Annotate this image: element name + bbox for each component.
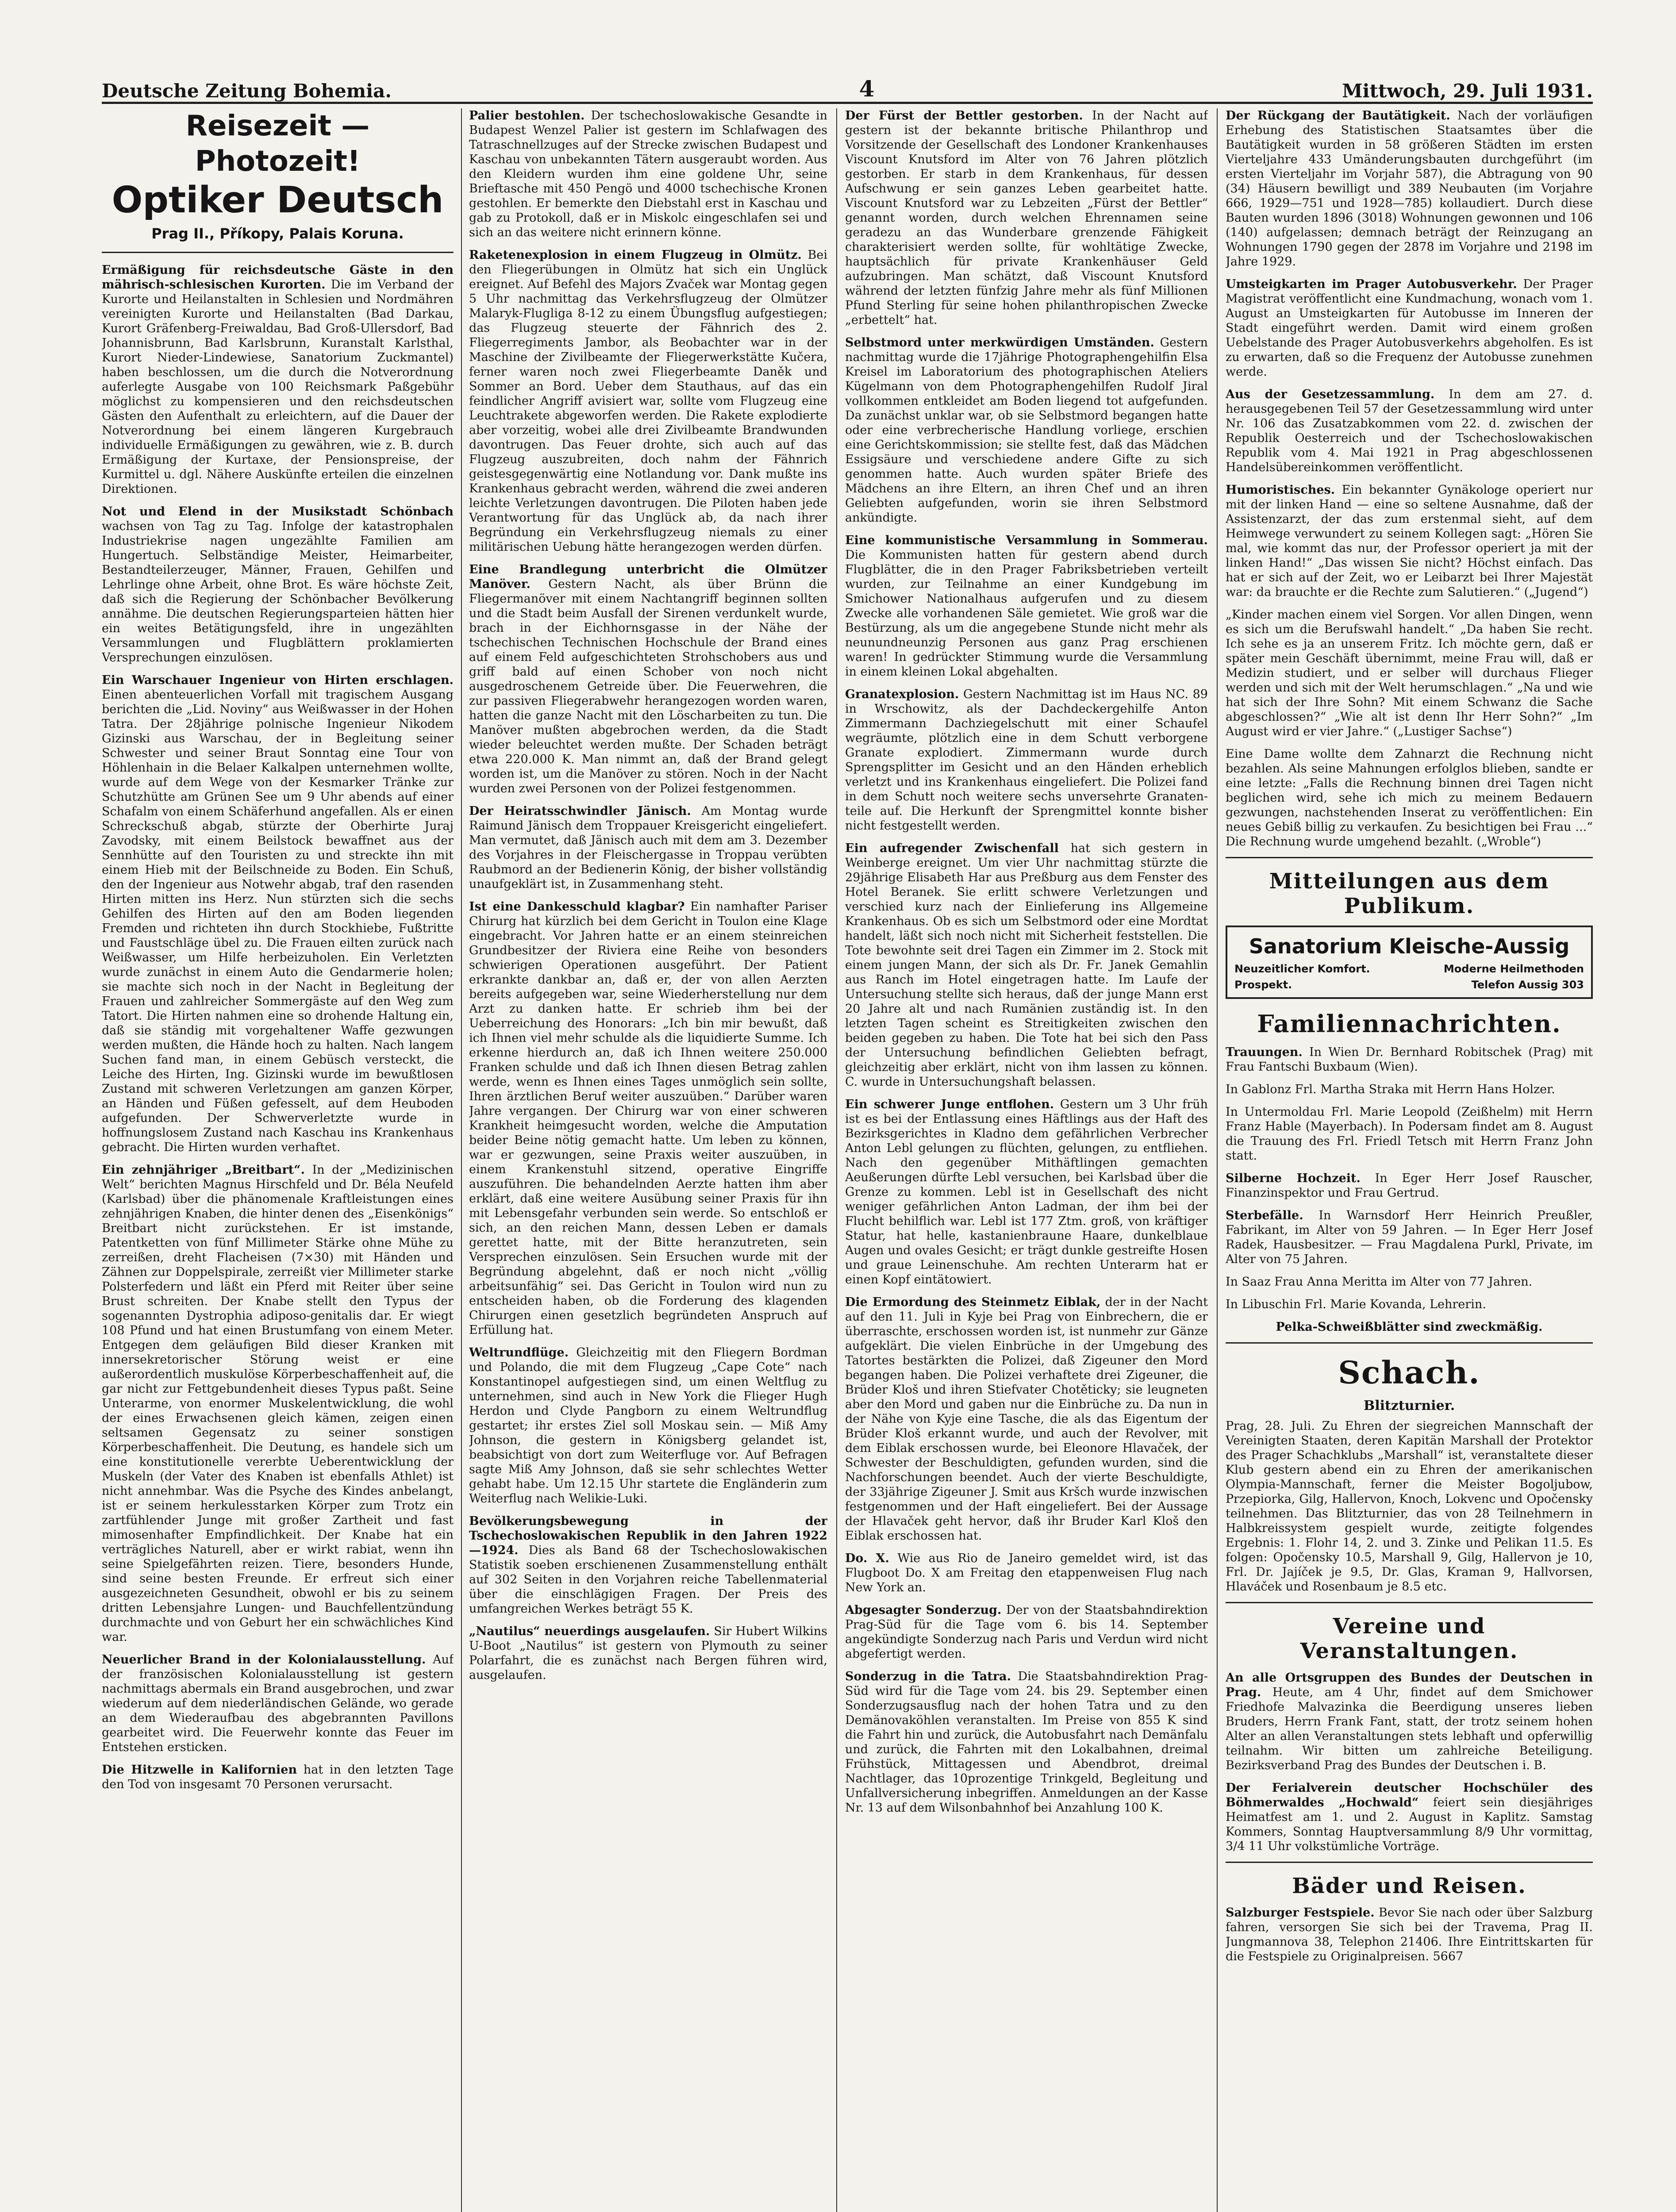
col2-articles (469, 108, 827, 1682)
article (845, 108, 1208, 327)
article (1226, 747, 1593, 849)
article-text: Auf der französischen Kolonialausstellung ist gestern nachmittags abermals ein Brand ausgebrochen, und zwar wiederum auf dem niederländischen Gelände, wo gerade an dem Wiederaufbau des abgebrannten Pavillons gearbeitet wird. Die Feuerwehr konnte das Feuer im Entstehen ersticken. (102, 1653, 454, 1754)
article (1226, 1045, 1593, 1074)
article-headline: Do. X. (845, 1551, 889, 1565)
article-text: Der tschechoslowakische Gesandte in Budapest Wenzel Palier ist gestern im Schlafwagen des Tatraschnellzuges auf der Strecke zwischen Budapest und Kaschau von unbekannten Tätern ausgeraubt worden. Aus den Kleidern wurden ihm eine goldene Uhr, seine Brieftasche mit 450 Pengö und 4000 tschechische Kronen gestohlen. Er bemerkte den Diebstahl erst in Kaschau und gab zu Protokoll, daß er in Miskolc eingeschlafen sei und sich an das weitere nicht erinnern könne. (469, 109, 827, 239)
pelka-notice: Pelka-Schweißblätter sind zweckmäßig. (1276, 1320, 1543, 1334)
col1-articles (102, 263, 454, 1792)
article (469, 562, 827, 796)
schach-subtitle: Blitzturnier. (1363, 1398, 1455, 1413)
article (1226, 1781, 1593, 1854)
article (102, 1763, 454, 1792)
article-text: In Saaz Frau Anna Meritta im Alter von 77 Jahren. (1226, 1275, 1533, 1289)
article-headline: Humoristisches. (1226, 483, 1335, 497)
article-text: In Untermoldau Frl. Marie Leopold (Zeißhelm) mit Herrn Franz Hable (Mayerbach). In Podersam findet am 8. August die Trauung des Frl. Friedl Tetsch mit Herrn Franz John statt. (1226, 1105, 1593, 1163)
article-text: Die im Verband der Kurorte und Heilanstalten in Schlesien und Nordmähren vereinigten Kurorte und Heilanstalten (Bad Darkau, Kurort Gräfenberg-Freiwaldau, Bad Groß-Ullersdorf, Bad Johannisbrunn, Bad Karlsbrunn, Kuranstalt Karlsthal, Kurort Nieder-Lindewiese, Sanatorium Zuckmantel) haben beschlossen, um die durch die Notverordnung auferlegte Ausgabe von 100 Reichsmark Paßgebühr möglichst zu kompensieren und den reichsdeutschen Gästen den Aufenthalt zu erleichtern, auf die Dauer der Notverordnung bei einem längeren Kurgebrauch individuelle Ermäßigungen zu gewähren, wie z. B. durch Ermäßigung der Kurtaxe, der Pensionspreise, der Kurmittel u. dgl. Nähere Auskünfte erteilen die einzelnen Direktionen. (102, 278, 454, 496)
article-headline: Der Rückgang der Bautätigkeit. (1226, 109, 1450, 123)
newspaper-name: Deutsche Zeitung Bohemia. (102, 80, 392, 102)
article-text: Die Staatsbahndirektion Prag-Süd wird für die Tage vom 24. bis 29. September einen Sonderzugsausflug nach der hohen Tatra und zu den Demänovaköhlen veranstalten. Im Preise von 855 K sind die Fahrt hin und zurück, die Autobusfahrt nach Demänfalu und zurück, die Fahrten mit den Lokalbahnen, dreimal Frühstück, Mittagessen und Abendbrot, dreimal Nachtlager, das 10prozentige Trinkgeld, Begleitung und Unfallversicherung inbegriffen. Anmeldungen an der Kasse Nr. 13 auf dem Wilsonbahnhof bei Anzahlung 100 K. (845, 1670, 1208, 1815)
section-rule (1226, 857, 1593, 858)
article-text: hat in den letzten Tage den Tod von insgesamt 70 Personen verursacht. (102, 1763, 454, 1791)
vereine-items (1226, 1671, 1593, 1854)
article-headline: Ein zehnjähriger „Breitbart“. (102, 1163, 305, 1177)
article-headline: Ein aufregender Zwischenfall (845, 841, 1059, 855)
schach-text: Prag, 28. Juli. Zu Ehren der siegreichen Mannschaft der Vereinigten Staaten, deren Kapitän Marshall der Protektor des Prager Schachklubs „Marshall“ ist, veranstaltete dieser Klub gestern abend ein zu Ehren der amerikanischen Olympia-Mannschaft, ferner die Meister Bogoljubow, Przepiorka, Gilg, Hallervon, Knoch, Lokvenc und Opočensky teilnehmen. Das Blitzturnier, das von 28 Teilnehmern in Halbkreissystem gespielt wurde, zeitigte folgendes Ergebnis: 1. Flohr 14, 2. und 3. Zinke und Pelikan 11.5. Es folgen: Opočensky 10.5, Marshall 9, Gilg, Hallervon je 10, Frl. Dr. Jajíček je 9.5, Dr. Glas, Kraman 9, Hallvorsen, Hlaváček und Rosenbaum je 8.5 etc. (1226, 1419, 1593, 1594)
familien-heading: Familiennachrichten. (1257, 1010, 1561, 1038)
article-headline: Die Ermordung des Steinmetz Eiblak, (845, 1295, 1101, 1309)
article-text: Sir Hubert Wilkins U-Boot „Nautilus“ ist gestern von Plymouth zu seiner Polarfahrt, die es zunächst nach Bergen führen wird, ausgelaufen. (469, 1624, 827, 1682)
article-headline: Selbstmord unter merkwürdigen Umständen. (845, 336, 1154, 349)
article-text: In der Nacht auf gestern ist der bekannte britische Philanthrop und Vorsitzende der Gesellschaft des Londoner Krankenhauses Viscount Knutsford im Alter von 76 Jahren plötzlich gestorben. Er starb in dem Krankenhaus, für dessen Aufschwung er sein ganzes Leben gearbeitet hatte. Viscount Knutsford war zu Lebzeiten „Fürst der Bettler“ genannt worden, durch welchen Ehrennamen seine geradezu an das Wunderbare grenzende Fähigkeit charakterisiert werden sollte, für wohltätige Zwecke, hauptsächlich für private Krankenhäuser Geld aufzubringen. Man schätzt, daß Viscount Knutsford während der letzten fünfzig Jahre mehr als fünf Millionen Pfund Sterling für seine hohen philanthropischen Zwecke „erbettelt“ hat. (845, 109, 1208, 327)
baeder-code: 5667 (1433, 1950, 1464, 1963)
columns (102, 108, 1593, 2212)
page-header (102, 75, 1593, 104)
col4-articles (1226, 108, 1593, 849)
article-headline: Ermäßigung für reichsdeutsche Gäste in den mährisch-schlesischen Kurorten. (102, 263, 454, 292)
article (1226, 277, 1593, 379)
article (845, 1551, 1208, 1595)
article (102, 504, 454, 665)
article (469, 1514, 827, 1616)
sanatorium-advertisement (1226, 926, 1593, 999)
article-text: Ein bekannter Gynäkologe operiert nur mit der linken Hand — eine so seltene Ausnahme, daß der Assistenzarzt, der das zum erstenmal sieht, auf dem Heimwege verwundert zu seinem Kollegen sagt: „Hören Sie mal, wie kommt das nur, der Professor operiert ja mit der linken Hand!“ „Das wissen Sie nicht? Höchst einfach. Das hat er sich auf der Zeit, wo er Leibarzt bei Ihrer Majestät war: da brauchte er die Rechte zum Salutieren.“ („Jugend“) (1226, 483, 1593, 599)
article-headline: Bevölkerungsbewegung in der Tschechoslowakischen Republik in den Jahren 1922—1924. (469, 1514, 827, 1557)
article (1226, 1171, 1593, 1200)
article-text: Gestern nachmittag wurde die 17jährige Photographengehilfin Elsa Kreisel im Laboratorium des photographischen Ateliers Kügelmann von dem Photographengehilfen Rudolf Jiral vollkommen entkleidet am Boden liegend tot aufgefunden. Da zunächst unklar war, ob sie Selbstmord begangen hatte oder eine verbrecherische Handlung vorliege, erschien eine Gerichtskommission; sie stellte fest, daß das Mädchen Essigsäure und verschiedene andere Gifte zu sich genommen hatte. Auch wurden später Briefe des Mädchens an ihre Eltern, an ihren Chef und an ihren Geliebten aufgefunden, worin sie ihren Selbstmord ankündigte. (845, 336, 1208, 525)
column-2 (469, 108, 827, 2212)
article-headline: Neuerlicher Brand in der Kolonialausstellung. (102, 1653, 426, 1667)
section-rule (1226, 1342, 1593, 1344)
column-3 (845, 108, 1208, 2212)
article-text: In Wien Dr. Bernhard Robitschek (Prag) mit Frau Fantschi Buxbaum (Wien). (1226, 1045, 1593, 1074)
article-headline: Ein schwerer Junge entflohen. (845, 1098, 1054, 1111)
article-headline: Ist eine Dankesschuld klagbar? (469, 900, 685, 914)
article-headline: Eine kommunistische Versammlung in Sommerau. (845, 534, 1208, 547)
article-headline: Eine Brandlegung unterbricht die Olmützer Manöver. (469, 563, 827, 591)
article-text: Einen abenteuerlichen Vorfall mit tragischem Ausgang berichten die „Lid. Noviny“ aus Weißwasser in der Hohen Tatra. Der 28jährige polnische Ingenieur Nikodem Gizinski aus Warschau, der in Begleitung seiner Schwester und seiner Braut Sonntag eine Tour von Höhlenhain in die Belaer Kalkalpen unternehmen wollte, wurde auf dem Wege von der Kesmarker Tränke zur Schutzhütte am Grünen See um 9 Uhr abends auf einer Schafalm von einem Schäferhund angefallen. Als er einen Schreckschuß abgab, stürzte der Oberhirte Juraj Zavodsky, mit einem Beilstock bewaffnet aus der Sennhütte auf den Touristen zu und streckte ihn mit einem Hieb mit der Beilschneide zu Boden. Ein Schuß, den der Ingenieur aus Notwehr abgab, traf den rasenden Hirten mitten ins Herz. Nun stürzten sich die sechs Gehilfen des Hirten auf den am Boden liegenden Fremden und richteten ihn durch Stockhiebe, Fußtritte und Faustschläge übel zu. Die Frauen eilten zurück nach Weißwasser, um Hilfe herbeizuholen. Ein Verletzten wurde zunächst in einem Auto die Gendarmerie holen; sie machte sich noch in der Nacht in Begleitung der Frauen und zahlreicher Sommergäste auf den Weg zum Tatort. Die Hirten nahmen eine so drohende Haltung ein, daß sie ständig mit vorgehaltener Waffe gezwungen werden mußten, die Hände hoch zu halten. Nach langem Suchen fand man, in einem Gebüsch versteckt, die Leiche des Hirten, Ing. Gizinski wurde im bewußtlosen Zustand mit schweren Verletzungen am ganzen Körper, an Händen und Füßen gefesselt, auf dem Heuboden aufgefunden. Der Schwerverletzte wurde in hoffnungslosem Zustand nach Kaschau ins Krankenhaus gebracht. Die Hirten wurden verhaftet. (102, 688, 454, 1154)
sanatorium-phone: Telefon Aussig 303 (1471, 979, 1584, 991)
article (1226, 1208, 1593, 1267)
issue-date: Mittwoch, 29. Juli 1931. (1342, 80, 1593, 102)
article (845, 1295, 1208, 1543)
article-headline: Sonderzug in die Tatra. (845, 1670, 1011, 1683)
article-text: feiert sein diesjähriges Heimatfest am 1. und 2. August in Kaplitz. Samstag Kommers, Sonntag Hauptversammlung 8/9 Uhr vormittag, 3/4 11 Uhr volkstümliche Vorträge. (1226, 1796, 1593, 1853)
schach-heading: Schach. (1338, 1354, 1480, 1391)
article (1226, 1297, 1593, 1312)
article-text: der in der Nacht auf den 11. Juli in Kyje bei Prag von Einbrechern, die er überraschte, erschossen worden ist, ist nunmehr zur Gänze aufgeklärt. Die vielen Einbrüche in der Umgebung des Tatortes bestärkten die Polizei, daß Zigeuner den Mord begangen haben. Die Polizei verhaftete drei Zigeuner, die Brüder Kloš und ihren Stiefvater Chotěticky; sie leugneten aber den Mord und gaben nur die Einbrüche zu. Da nun in der Nähe von Kyje eine Tasche, die als das Eigentum der Brüder Kloš erkannt wurde, und auch der Revolver, mit dem Eiblak erschossen wurde, bei Eleonore Hlavaček, der Schwester der Beschuldigten, gefunden wurden, sind die Nachforschungen beendet. Auch der vierte Beschuldigte, der 33jährige Zigeuner J. Smit aus Kršch wurde inzwischen festgenommen und der Haft eingeliefert. Bei der Aussage der Hlavaček geht hervor, daß ihr Bruder Karl Kloš den Eiblak erschossen hat. (845, 1295, 1208, 1543)
article-headline: Aus der Gesetzessammlung. (1226, 388, 1435, 401)
article-text: Gleichzeitig mit den Fliegern Bordman und Polando, die mit dem Flugzeug „Cape Cote“ nach Konstantinopel aufgestiegen sind, um einen Weltflug zu unternehmen, sind auch in New York die Flieger Hugh Herdon und Clyde Pangborn zu einem Weltrundflug gestartet; ihr erstes Ziel soll Moskau sein. — Miß Amy Johnson, die gestern in Königsberg gelandet ist, beabsichtigt von dort zum Weiterfluge vor. Auf Befragen sagte Miß Amy Johnson, daß sie sehr schlechtes Wetter gehabt habe. Um 12.15 Uhr startete die Engländerin zum Weiterflug nach Welikie-Luki. (469, 1346, 827, 1505)
article (1226, 1671, 1593, 1773)
article (469, 1624, 827, 1682)
article (102, 263, 454, 496)
column-rule (836, 108, 837, 2212)
article-headline: Die Hitzwelle in Kalifornien (102, 1763, 297, 1777)
article-headline: Abgesagter Sonderzug. (845, 1603, 1002, 1617)
article (469, 1345, 827, 1506)
baeder-head: Salzburger Festspiele. (1226, 1906, 1375, 1920)
article-text: Bei den Fliegerübungen in Olmütz hat sich ein Unglück ereignet. Auf Befehl des Majors Zvaček war Montag gegen 5 Uhr nachmittag das Verkehrsflugzeug der Olmützer Malaryk-Flugliga 8-12 zu einem Übungsflug aufgestiegen; das Flugzeug steuerte der Fähnrich des 2. Fliegerregiments Jambor, als Beobachter war in der Maschine der Zivilbeamte der Fliegerwerkstätte Kučera, ferner waren noch zwei Fliegerbeamte Daněk und Sommer an Bord. Ueber dem Stauthaus, auf das ein feindlicher Angriff avisiert war, sollte vom Flugzeug eine Leuchtrakete abgeworfen werden. Die Rakete explodierte aber vorzeitig, wobei alle drei Zivilbeamte Brandwunden davontrugen. Das Feuer drohte, sich auch auf das Flugzeug auszubreiten, doch nahm der Fähnrich geistesgegenwärtig eine Notlandung vor. Dank mußte ins Krankenhaus gebracht werden, während die zwei anderen leichte Verletzungen davontrugen. Die Piloten haben jede Verantwortung für das Unglück ab, da nach ihrer Begründung ein Verkehrsflugzeug niemals zu einer militärischen Uebung hätte herangezogen werden dürfen. (469, 248, 827, 554)
column-rule (1217, 108, 1218, 2212)
article-text: In Gablonz Frl. Martha Straka mit Herrn Hans Holzer. (1226, 1083, 1555, 1096)
article-text: Wie aus Rio de Janeiro gemeldet wird, ist das Flugboot Do. X am Freitag den etappenweisen Flug nach New York an. (845, 1551, 1208, 1594)
article-headline: Ein Warschauer Ingenieur von Hirten erschlagen. (102, 673, 454, 687)
article-text: Am Montag wurde Raimund Jänisch dem Troppauer Kreisgericht eingeliefert. Man vermutet, daß Jänisch auch mit dem am 3. Dezember des Vorjahres in der Fleischergasse in Troppau verübten Raubmord an der Bedienerin König, der bisher vollständig unaufgeklärt ist, in Zusammenhang steht. (469, 804, 827, 891)
article-headline: Umsteigkarten im Prager Autobusverkehr. (1226, 277, 1517, 291)
article (845, 1097, 1208, 1287)
article (1226, 387, 1593, 475)
familien-items (1226, 1045, 1593, 1312)
article-text: Nach der vorläufigen Erhebung des Statistischen Staatsamtes über die Bautätigkeit wurden in 58 größeren Städten im ersten Vierteljahre 433 Umänderungsbauten durchgeführt (im ersten Vierteljahr im Vorjahr 587), die Abtragung von 90 (34) Häusern bewilligt und 389 Neubauten (im Vorjahre 666, 1929—751 und 1928—785) kollaudiert. Durch diese Bauten wurden 1896 (3018) Wohnungen gewonnen und 106 (140) aufgelassen; demnach beträgt der Reinzugang an Wohnungen 1790 gegen der 2878 im Vorjahre und 2198 im Jahre 1929. (1226, 109, 1593, 269)
article-headline: Der Fürst der Bettler gestorben. (845, 109, 1083, 123)
article-headline: An alle Ortsgruppen des Bundes der Deutschen in Prag. (1226, 1671, 1593, 1699)
article (1226, 607, 1593, 739)
article (102, 1652, 454, 1755)
article-headline: Silberne Hochzeit. (1226, 1171, 1361, 1185)
sanatorium-methods: Moderne Heilmethoden (1443, 963, 1584, 975)
article (469, 248, 827, 554)
column-4 (1226, 108, 1593, 2212)
article-text: hat sich gestern in Weinberge ereignet. Um vier Uhr nachmittag stürzte die 29jährige Elisabeth Har aus Preßburg aus dem Fenster des Hotel Beranek. Sie erlitt schwere Verletzungen und verschied kurz nach der Einlieferung ins Allgemeine Krankenhaus. Ob es sich um Selbstmord oder eine Mordtat handelt, läßt sich noch nicht mit Sicherheit feststellen. Die Tote bewohnte seit drei Tagen ein Zimmer im 2. Stock mit einem jungen Mann, der sich als Dr. Fr. Janek Gemahlin aus Ranch im Hotel eingetragen hatte. Im Laufe der Untersuchung stellte sich heraus, daß der junge Mann erst 20 Jahre alt und nach Rumänien zuständig ist. In den letzten Tagen scheint es Streitigkeiten zwischen den beiden gegeben zu haben. Die Tote hat bei sich den Pass der Untersuchung befindlichen Geliebten befragt, gleichzeitig aber erklärt, nicht von ihm lassen zu können. C. wurde in Untersuchungshaft belassen. (845, 841, 1208, 1089)
baeder-article (1226, 1905, 1593, 1964)
article-text: Der von der Staatsbahndirektion Prag-Süd für die Tage vom 6. bis 14. September angekündigte Sonderzug nach Paris und Verdun wird nicht abgefertigt werden. (845, 1603, 1208, 1661)
article (102, 673, 454, 1155)
article-headline: Weltrundflüge. (469, 1346, 569, 1359)
article (469, 108, 827, 240)
section-rule (1226, 1862, 1593, 1863)
sanatorium-prospekt: Prospekt. (1234, 979, 1292, 991)
article-text: Dies als Band 68 der Tschechoslowakischen Statistik soeben erschienenen Zusammenstellung enthält auf 302 Seiten in den Vorjahren reiche Tabellenmaterial über die einschlägigen Fragen. Der Preis des umfangreichen Werkes beträgt 55 K. (469, 1544, 827, 1616)
article (1226, 1105, 1593, 1163)
article (469, 899, 827, 1337)
article-text: Gestern Nacht, als über Brünn die Fliegermanöver mit einem Nachtangriff beginnen sollten und die Stadt beim Ausfall der Sirenen verdunkelt wurde, brach in der Eichhornsgasse in der Nähe der tschechischen Technischen Hochschule der Brand eines auf einem Feld aufgeschichteten Strohschobers aus und griff bald auf einen Schober von noch nicht ausgedroschenem Getreide über. Die Feuerwehren, die zur passiven Fliegerabwehr herangezogen worden waren, hatten die ganze Nacht mit den Löscharbeiten zu tun. Die Manöver mußten abgebrochen werden, da die Stadt wieder beleuchtet werden mußte. Der Schaden beträgt etwa 220.000 K. Man nimmt an, daß der Brand gelegt worden ist, um die Manöver zu stören. Noch in der Nacht wurden zwei Personen von der Polizei festgenommen. (469, 577, 827, 795)
sanatorium-name: Sanatorium Kleische-Aussig (1249, 934, 1570, 958)
article (469, 804, 827, 891)
column-1 (102, 108, 454, 2212)
article-headline: „Nautilus“ neuerdings ausgelaufen. (469, 1624, 710, 1638)
article (845, 841, 1208, 1089)
article (1226, 1082, 1593, 1097)
article-headline: Der Heiratsschwindler Jänisch. (469, 804, 691, 818)
article (845, 533, 1208, 679)
article-text: In dem am 27. d. herausgegebenen Teil 57 der Gesetzessammlung wird unter Nr. 106 das Zusatzabkommen vom 22. d. zwischen der Republik Oesterreich und der Tschechoslowakischen Republik vom 4. Mai 1921 in Prag abgeschlossenen Handelsübereinkommen veröffentlicht. (1226, 388, 1593, 474)
article-text: In Eger Herr Josef Rauscher, Finanzinspektor und Frau Gertrud. (1226, 1171, 1593, 1200)
mitteilungen-heading: Mitteilungen aus dem Publikum. (1269, 869, 1549, 918)
ad-headline: Reisezeit — Photozeit! (185, 110, 370, 178)
article-text: Gestern Nachmittag ist im Haus NC. 89 in Wrschowitz, als der Dachdeckergehilfe Anton Zimmermann Dachziegelschutt mit einer Schaufel wegräumte, plötzlich eine in dem Schutt verborgene Granate explodiert. Zimmermann wurde durch Sprengsplitter im Gesicht und an den Händen erheblich verletzt und ins Krankenhaus eingeliefert. Die Polizei fand in dem Schutt noch weitere sechs unversehrte Granaten-teile auf. Die Herkunft der Sprengmittel konnte bisher nicht festgestellt werden. (845, 687, 1208, 833)
sanatorium-comfort: Neuzeitlicher Komfort. (1234, 963, 1370, 975)
article-text: In der „Medizinischen Welt“ berichten Magnus Hirschfeld und Dr. Béla Neufeld (Karlsbad) über die phänomenale Kraftleistungen eines zehnjährigen Knaben, die hinter denen des „Eisenkönigs“ Breitbart nicht zurückstehen. Er ist imstande, Patentketten von fünf Millimeter Stärke ohne Mühe zu zerreißen, dreht Flacheisen (7×30) mit Händen und Zähnen zur Doppelspirale, zerreißt vier Millimeter starke Polsterfedern und läßt ein Pferd mit Reiter über seine Brust schreiten. Der Knabe stellt den Typus der sogenannten Dystrophia adiposo-genitalis dar. Er wiegt 108 Pfund und hat einen Brustumfang von einem Meter. Entgegen dem geläufigen Bild dieser Kranken mit innersekretorischer Störung weist er eine außerordentlich muskulöse Körperbeschaffenheit auf, die gar nicht zur Fettgebundenheit dieses Typus paßt. Seine Unterarme, von enormer Muskelentwicklung, die wohl der eines Erwachsenen gleich kämen, zeigen einen seltsamen Gegensatz zu seiner sonstigen Körperbeschaffenheit. Die Deutung, es handele sich um eine konstitutionelle vererbte Ueberentwicklung der Muskeln (der Vater des Knaben ist ebenfalls Athlet) ist nicht annehmbar. Was die Psyche des Kindes anbelangt, ist er seinem herkulesstarken Körper zum Trotz ein zartfühlender Junge mit großer Zartheit und fast mimosenhafter Empfindlichkeit. Der Knabe hat ein verträgliches Naturell, aber er wirkt rabiat, wenn ihn seine Spielgefährten reizen. Tiere, besonders Hunde, sind seine besten Freunde. Er erfreut sich einer ausgezeichneten Gesundheit, obwohl er bis zu seinem dritten Lebensjahre Lungen- und Bauchfellentzündung durchmachte und von Geburt her ein schwächliches Kind war. (102, 1163, 454, 1644)
ad-address: Prag II., Příkopy, Palais Koruna. (151, 225, 404, 242)
article (845, 335, 1208, 525)
article-headline: Granatexplosion. (845, 687, 959, 701)
article-text: In Warnsdorf Herr Heinrich Preußler, Fabrikant, im Alter von 59 Jahren. — In Eger Herr Josef Radek, Hausbesitzer. — Frau Magdalena Purkl, Private, im Alter von 75 Jahren. (1226, 1209, 1593, 1266)
optiker-advertisement (102, 108, 454, 253)
article-headline: Sterbefälle. (1226, 1209, 1303, 1222)
article (845, 1669, 1208, 1815)
article-text: Die Kommunisten hatten für gestern abend durch Flugblätter, die in den Prager Fabriksbetrieben verteilt wurden, zur Teilnahme an einer Kundgebung im Smichower Nationalhaus aufgerufen und zu diesem Zwecke alle vorhandenen Säle gemietet. Wie groß war die Bestürzung, als um die angegebene Stunde nicht mehr als neunundneunzig Personen aus ganz Prag erschienen waren! In gedrückter Stimmung wurde die Versammlung in einem kleinen Lokal abgehalten. (845, 548, 1208, 679)
article-headline: Raketenexplosion in einem Flugzeug in Olmütz. (469, 248, 802, 262)
article-headline: Trauungen. (1226, 1045, 1303, 1059)
baeder-heading: Bäder und Reisen. (1292, 1874, 1526, 1898)
article-text: „Kinder machen einem viel Sorgen. Vor allen Dingen, wenn es sich um die Berufswahl handelt.“ „Da haben Sie recht. Ich sehe es ja an unserem Fritz. Ich möchte gern, daß er später mein Geschäft übernimmt, meine Frau will, daß er Medizin studiert, und er selber will durchaus Flieger werden und sich mit der Welt herumschlagen.“ „Na und wie hat sich der Ihre Sohn? Mit einem Schwanz die Sache abgeschlossen?“ „Wie alt ist denn Ihr Herr Sohn?“ „Im August wird er vier Jahre.“ („Lustiger Sachse“) (1226, 608, 1593, 738)
article-text: Ein namhafter Pariser Chirurg hat kürzlich bei dem Gericht in Toulon eine Klage eingebracht. Vor Jahren hatte er an einem steinreichen Grundbesitzer der Riviera eine Reihe von besonders schwierigen Operationen ausgeführt. Der Patient erkrankte dankbar an, daß er, der von allen Aerzten bereits aufgegeben war, seine Wiederherstellung nur dem Arzt zu danken hatte. Er schrieb ihm bei der Ueberreichung des Honorars: „Ich bin mir bewußt, daß ich Ihnen viel mehr schulde als die liquidierte Summe. Ich erkenne hierdurch an, daß ich Ihnen weitere 250.000 Franken schulde und daß ich Ihnen diesen Betrag zahlen werde, wenn es Ihnen eines Tages unmöglich sein sollte, Ihren ärztlichen Beruf weiter auszuüben.“ Darüber waren Jahre vergangen. Der Chirurg war von einer schweren Krankheit heimgesucht worden, welche die Amputation beider Beine nötig gemacht hatte. Um leben zu können, war er gezwungen, seine Praxis weiter auszuüben, in einem Krankenstuhl sitzend, operative Eingriffe auszuführen. Die behandelnden Aerzte hatten ihm aber erklärt, daß eine weitere Ausübung seiner Praxis für ihn mit Lebensgefahr verbunden sein werde. So entschloß er sich, an den reichen Mann, dessen Leben er damals gerettet hatte, mit der Bitte heranzutreten, sein Versprechen einzulösen. Sein Ersuchen wurde mit der Begründung abgelehnt, daß er noch nicht „völlig arbeitsunfähig“ sei. Das Gericht in Toulon wird nun zu entscheiden haben, ob die Forderung des klagenden Chirurgen einen gesetzlich begründeten Anspruch auf Erfüllung hat. (469, 900, 827, 1337)
article-headline: Palier bestohlen. (469, 109, 585, 123)
section-rule (1226, 1602, 1593, 1603)
ad-company: Optiker Deutsch (111, 179, 444, 221)
page-number: 4 (859, 76, 875, 102)
column-rule (461, 108, 462, 2212)
article (845, 687, 1208, 833)
article-headline: Not und Elend in der Musikstadt Schönbach (102, 505, 454, 518)
col3-articles (845, 108, 1208, 1815)
vereine-heading: Vereine und Veranstaltungen. (1300, 1614, 1518, 1663)
article (1226, 108, 1593, 269)
article (845, 1603, 1208, 1661)
article-headline: Der Ferialverein deutscher Hochschüler des Böhmerwaldes „Hochwald“ (1226, 1781, 1593, 1809)
article (1226, 483, 1593, 599)
baeder-text: Bevor Sie nach oder über Salzburg fahren, versorgen Sie sich bei der Travema, Prag II. Jungmannova 38, Telephon 21406. Ihre Eintrittskarten für die Festspiele zu Originalpreisen. (1226, 1906, 1593, 1963)
article (102, 1163, 454, 1644)
article-text: wachsen von Tag zu Tag. Infolge der katastrophalen Industriekrise nagen ungezählte Familien am Hungertuch. Selbständige Meister, Heimarbeiter, Bestandteilerzeuger, Männer, Frauen, Gehilfen und Lehrlinge ohne Arbeit, ohne Brot. Es wäre höchste Zeit, daß sich die Regierung der Schönbacher Bevölkerung annähme. Die deutschen Regierungsparteien hätten hier ein weites Betätigungsfeld, ihre in ungezählten Versammlungen und Flugblättern proklamierten Versprechungen einzulösen. (102, 519, 454, 664)
article-text: Eine Dame wollte dem Zahnarzt die Rechnung nicht bezahlen. Als seine Mahnungen erfolglos blieben, sandte er eine letzte: „Falls die Rechnung binnen drei Tagen nicht beglichen wird, sehe ich mich zu meinem Bedauern gezwungen, nachstehenden Inserat zu veröffentlichen: Ein neues Gebiß billig zu verkaufen. Zu besichtigen bei Frau ...“ Die Rechnung wurde umgehend bezahlt. („Wroble“) (1226, 747, 1593, 849)
article-text: In Libuschin Frl. Marie Kovanda, Lehrerin. (1226, 1298, 1486, 1311)
article (1226, 1275, 1593, 1289)
article-text: Der Prager Magistrat veröffentlicht eine Kundmachung, wonach vom 1. August an Umsteigkarten für Autobusse im Inneren der Stadt eingeführt werden. Damit wird einem großen Uebelstande des Prager Autobusverkehrs abgeholfen. Es ist zu erwarten, daß so die Frequenz der Autobusse zunehmen werde. (1226, 277, 1593, 379)
article-text: Gestern um 3 Uhr früh ist es bei der Entlassung eines Häftlings aus der Haft des Bezirksgerichtes in Kladno dem gefährlichen Verbrecher Anton Lebl gelungen zu flüchten, gelungen, zu entfliehen. Nach den gegenüber Mithäftlingen gemachten Aeußerungen dürfte Lebl versuchen, bei Karlsbad über die Grenze zu kommen. Lebl ist in Gesellschaft des nicht weniger gefährlichen Anton Ladman, der ihm bei der Flucht behilflich war. Lebl ist 177 Ztm. groß, von kräftiger Statur, hat helle, kastanienbraune Haare, dunkelblaue Augen und ovales Gesicht; er trägt dunkle gestreifte Hosen und graue Leinenschuhe. Am rechten Unterarm hat er einen Kopf eintätowiert. (845, 1098, 1208, 1286)
article-text: Heute, am 4 Uhr, findet auf dem Smichower Friedhofe Malvazinka die Beerdigung unseres lieben Bruders, Herrn Frank Fant, statt, der trotz seinem hohen Alter an allen Veranstaltungen stets lebhaft und opferwillig teilnahm. Wir bitten um zahlreiche Beteiligung. Bezirksverband Prag des Bundes der Deutschen i. B. (1226, 1686, 1593, 1772)
